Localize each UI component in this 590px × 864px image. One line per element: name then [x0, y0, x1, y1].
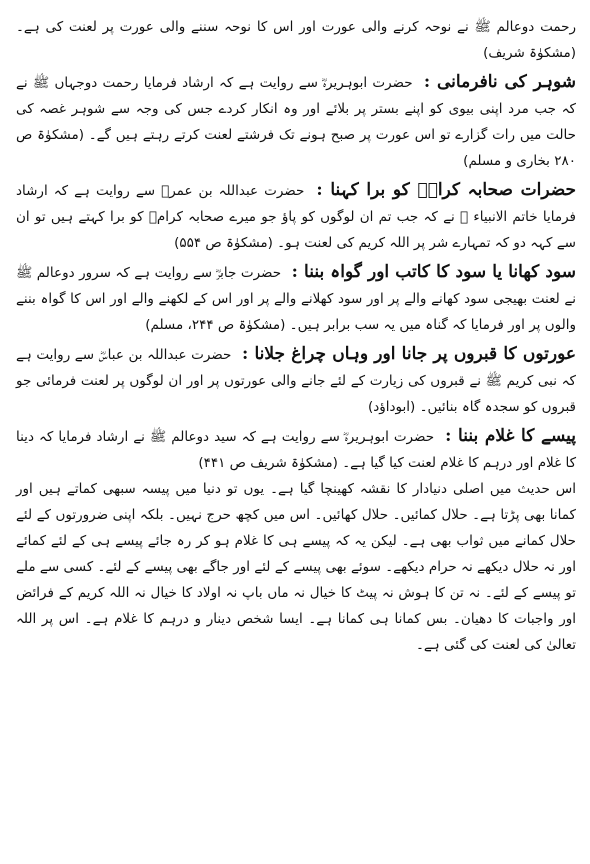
section-heading: پیسے کا غلام بننا :: [445, 426, 576, 446]
section-usury: [16, 258, 576, 338]
section-graves: [16, 340, 576, 420]
section-body: حضرت عبداللہ بن عباسؓ سے روایت ہے کہ نبی کریم ﷺ نے قبروں کی زیارت کے لئے جانے والی عورتوں پر اور ان لوگوں پر لعنت فرمائی جو قبروں کو سجدہ گاہ بنائیں۔ (ابوداؤد): [16, 347, 576, 415]
section-body: حضرت ابوہریرہؓ سے روایت ہے کہ سید دوعالم ﷺ نے ارشاد فرمایا کہ دینا کا غلام اور درہم کا غلام لعنت کیا گیا ہے۔ (مشکوٰۃ شریف ص ۴۴۱): [16, 429, 576, 471]
section-heading: عورتوں کا قبروں پر جانا اور وہاں چراغ جلانا :: [241, 344, 576, 364]
closing-text: اس حدیث میں اصلی دنیادار کا نقشہ کھینچا گیا ہے۔ یوں تو دنیا میں پیسہ سبھی کماتے ہیں اور کمانا بھی پڑتا ہے۔ حلال کمائیں۔ حلال کھائیں۔ اس میں کچھ حرج نہیں۔ بلکہ اپنی ضرورتوں کے لئے حلال کمانے میں ثواب بھی ہے۔ لیکن یہ کہ پیسے ہی کا غلام ہو کر رہ جائے پیسے ہی کے لئے کمائے اور نہ حلال دیکھے نہ حرام دیکھے۔ سوئے بھی پیسے کے لئے اور جاگے بھی پیسے کے لئے۔ کسی سے ملے تو پیسے کے لئے۔ نہ تن کا ہوش نہ پیٹ کا خیال نہ ماں باپ نہ اولاد کا خیال نہ اللہ کریم کے فرائض اور واجبات کا دھیان۔ بس کمانا ہی کمانا ہے۔ ایسا شخص دینار و درہم کا غلام ہے۔ اس پر اللہ تعالیٰ کی لعنت کی گئی ہے۔: [16, 481, 576, 653]
section-heading: شوہر کی نافرمانی :: [423, 72, 576, 92]
section-body: حضرت جابرؓ سے روایت ہے کہ سرور دوعالم ﷺ نے لعنت بھیجی سود کھانے والے پر اور سود کھلانے والے پر اور اس کے لکھنے والے اور اس کا گواہ بننے والوں پر اور فرمایا کہ گناہ میں یہ سب برابر ہیں۔ (مشکوٰۃ ص ۲۴۴، مسلم): [16, 265, 576, 333]
section-money-slave: [16, 422, 576, 476]
intro-paragraph: [16, 14, 576, 66]
closing-paragraph: [16, 476, 576, 658]
section-body: حضرت ابوہریرہؓ سے روایت ہے کہ ارشاد فرمایا رحمت دوجہاں ﷺ نے کہ جب مرد اپنی بیوی کو اپنے بستر پر بلائے اور وہ انکار کردے جس کی وجہ سے شوہر غصہ کی حالت میں رات گزارے تو اس عورت پر صبح ہونے تک فرشتے لعنت کرتے رہتے ہیں گے۔ (مشکوٰۃ ص ۲۸۰ بخاری و مسلم): [16, 75, 576, 169]
section-heading: سود کھانا یا سود کا کاتب اور گواہ بننا :: [291, 262, 577, 282]
intro-text: رحمت دوعالم ﷺ نے نوحہ کرنے والی عورت اور اس کا نوحہ سننے والی عورت پر لعنت کی ہے۔ (مشکوٰۃ شریف): [16, 19, 576, 61]
section-husband-disobedience: [16, 68, 576, 174]
section-body: حضرت عبداللہ بن عمرؓ سے روایت ہے کہ ارشاد فرمایا خاتم الانبیاء ﷺ نے کہ جب تم ان لوگوں کو پاؤ جو میرے صحابہ کرامؓ کو برا کہتے ہیں تو ان سے کہہ دو کہ تمہارے شر پر اللہ کریم کی لعنت ہو۔ (مشکوٰۃ ص ۵۵۴): [16, 183, 576, 251]
section-heading: حضرات صحابہ کرامؓ کو برا کہنا :: [316, 180, 576, 200]
section-companions: [16, 176, 576, 256]
